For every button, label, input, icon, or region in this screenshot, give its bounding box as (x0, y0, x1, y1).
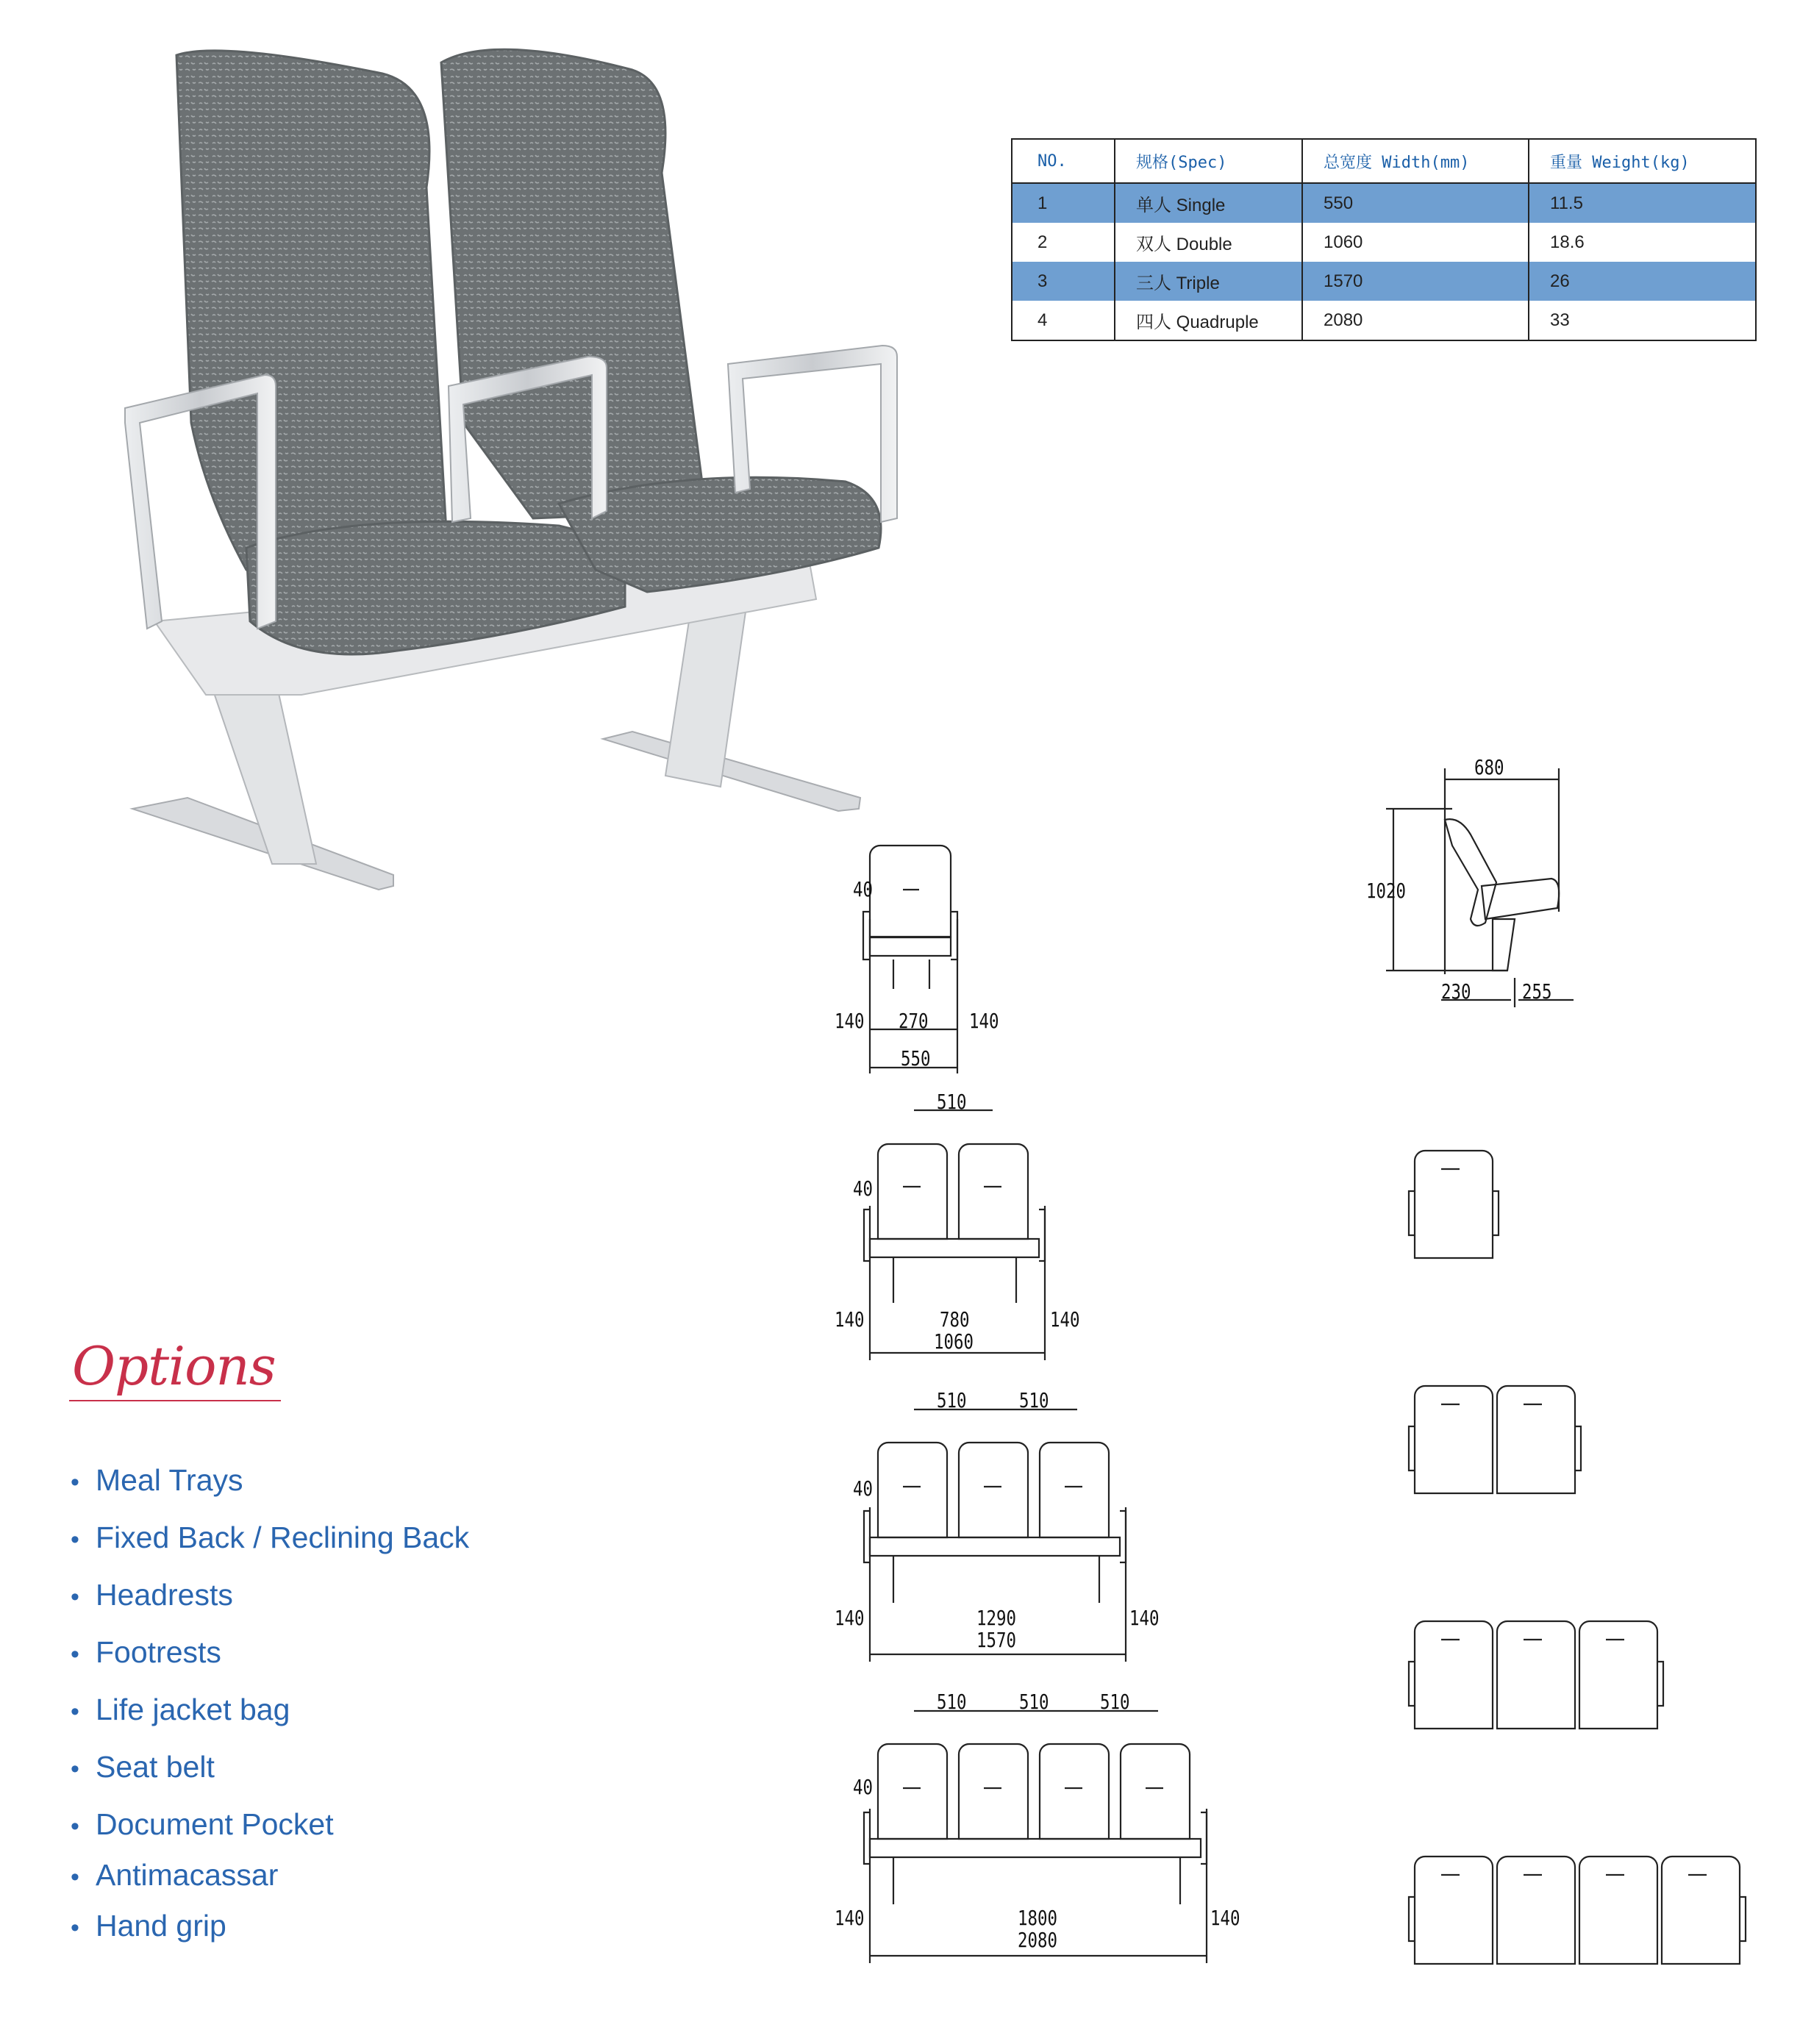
row-width: 1570 (1302, 262, 1529, 301)
dim-label: 40 (853, 877, 873, 901)
dim-label: 1570 (976, 1628, 1016, 1652)
row-weight: 18.6 (1529, 223, 1756, 262)
header-no: NO. (1012, 139, 1115, 183)
bullet-icon: • (71, 1914, 79, 1942)
row-weight: 33 (1529, 301, 1756, 340)
dim-label: 1060 (934, 1329, 974, 1354)
header-weight: 重量 Weight(kg) (1529, 139, 1756, 183)
bullet-icon: • (71, 1526, 79, 1554)
dim-label: 550 (901, 1046, 931, 1071)
dim-label: 255 (1522, 979, 1552, 1004)
options-title: Options (72, 1335, 276, 1397)
row-spec: 双人 Double (1115, 223, 1302, 262)
dim-label: 40 (853, 1775, 873, 1799)
dim-label: 140 (835, 1606, 865, 1630)
bullet-icon: • (71, 1583, 79, 1611)
row-no: 4 (1012, 301, 1115, 340)
dim-label: 510 (1019, 1388, 1049, 1412)
row-no: 2 (1012, 223, 1115, 262)
dim-label: 780 (940, 1307, 970, 1332)
dim-label: 140 (1210, 1906, 1240, 1930)
option-label: Footrests (96, 1635, 221, 1669)
dim-label: 140 (835, 1009, 865, 1033)
bullet-icon: • (71, 1698, 79, 1726)
dim-label: 510 (1100, 1690, 1130, 1714)
row-no: 3 (1012, 262, 1115, 301)
dim-label: 510 (937, 1388, 967, 1412)
dim-label: 1020 (1366, 879, 1406, 903)
row-width: 1060 (1302, 223, 1529, 262)
dim-label: 140 (1129, 1606, 1160, 1630)
dim-label: 510 (937, 1690, 967, 1714)
dim-label: 140 (835, 1906, 865, 1930)
dim-label: 1290 (976, 1606, 1016, 1630)
bullet-icon: • (71, 1812, 79, 1840)
side-view-drawing (1386, 768, 1574, 1007)
top-view-drawings (1409, 1151, 1746, 1964)
dim-label: 680 (1474, 755, 1504, 779)
dim-label: 140 (1050, 1307, 1080, 1332)
row-spec: 四人 Quadruple (1115, 301, 1302, 340)
option-label: Life jacket bag (96, 1693, 290, 1726)
bullet-icon: • (71, 1863, 79, 1891)
option-label: Fixed Back / Reclining Back (96, 1521, 470, 1554)
option-label: Hand grip (96, 1909, 226, 1943)
option-label: Headrests (96, 1578, 233, 1612)
row-spec: 单人 Single (1115, 183, 1302, 223)
option-label: Meal Trays (96, 1463, 243, 1497)
option-label: Document Pocket (96, 1807, 334, 1841)
row-no: 1 (1012, 183, 1115, 223)
bullet-icon: • (71, 1468, 79, 1496)
dim-label: 2080 (1018, 1928, 1057, 1952)
row-weight: 11.5 (1529, 183, 1756, 223)
dim-label: 270 (899, 1009, 929, 1033)
row-weight: 26 (1529, 262, 1756, 301)
dim-label: 40 (853, 1476, 873, 1501)
dim-label: 140 (835, 1307, 865, 1332)
single-seat-front-drawing (863, 846, 957, 1073)
header-width: 总宽度 Width(mm) (1302, 139, 1529, 183)
dim-label: 510 (1019, 1690, 1049, 1714)
row-spec: 三人 Triple (1115, 262, 1302, 301)
option-label: Seat belt (96, 1750, 215, 1784)
dim-label: 230 (1441, 979, 1471, 1004)
dim-label: 40 (853, 1176, 873, 1201)
dim-label: 510 (937, 1090, 967, 1114)
option-label: Antimacassar (96, 1858, 279, 1892)
dim-label: 140 (969, 1009, 999, 1033)
row-width: 550 (1302, 183, 1529, 223)
dim-label: 1800 (1018, 1906, 1057, 1930)
bullet-icon: • (71, 1755, 79, 1783)
row-width: 2080 (1302, 301, 1529, 340)
header-spec: 规格(Spec) (1115, 139, 1302, 183)
bullet-icon: • (71, 1640, 79, 1668)
